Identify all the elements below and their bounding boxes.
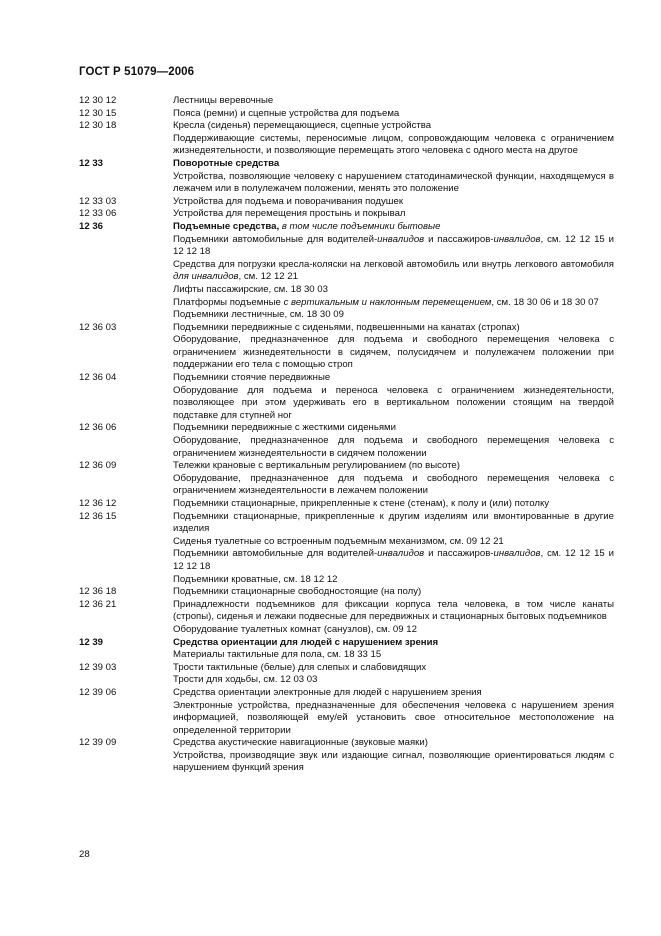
classification-code: 12 36 15 — [79, 510, 117, 522]
italic-text: инвалидов — [377, 548, 425, 560]
item-description — [173, 297, 614, 310]
item-description: Устройства для подъема и поворачивания подушек — [173, 195, 404, 207]
item-description: Подъемники стоячие передвижные — [173, 372, 331, 384]
table-row — [79, 750, 614, 775]
item-description: Подъемники стационарные, прикрепленные к другим изделиям или вмонтированные в другие изделия — [173, 510, 614, 535]
classification-code — [79, 574, 173, 587]
classification-code: 12 36 06 — [79, 422, 117, 434]
italic-text: для инвалидов — [173, 271, 239, 283]
text-fragment: Подъемные средства, — [173, 220, 282, 232]
table-row — [79, 108, 614, 121]
classification-code — [79, 548, 173, 573]
italic-text: инвалидов — [493, 548, 541, 560]
item-description: Тележки крановые с вертикальным регулированием (по высоте) — [173, 460, 460, 472]
text-fragment: , см. 18 30 06 и 18 30 07 — [491, 296, 599, 308]
table-row — [79, 511, 614, 536]
classification-code: 12 36 12 — [79, 498, 117, 509]
item-description: Подъемники кроватные, см. 18 12 12 — [173, 573, 338, 585]
item-description: Принадлежности подъемников для фиксации корпуса тела человека, в том числе канаты (стропы), сиденья и лежаки подвесные для передвижных и стационарных бытовых подъемников — [173, 598, 614, 623]
classification-code: 12 39 09 — [79, 737, 117, 749]
classification-code — [79, 171, 173, 196]
item-description: Подъемники стационарные, прикрепленные к стене (стенам), к полу и (или) потолку — [173, 498, 550, 509]
table-row — [79, 334, 614, 372]
item-description: Материалы тактильные для пола, см. 18 33 15 — [173, 649, 382, 661]
table-row — [79, 662, 614, 675]
table-row — [79, 297, 614, 310]
classification-code: 12 33 03 — [79, 195, 117, 207]
text-fragment: , см. 12 12 15 и 12 12 18 — [173, 548, 614, 572]
italic-text: инвалидов — [377, 233, 425, 245]
item-description: Оборудование туалетных комнат (санузлов), см. 09 12 — [173, 623, 417, 635]
table-row — [79, 649, 614, 662]
section-heading-row — [79, 637, 614, 650]
table-row — [79, 309, 614, 322]
table-row — [79, 536, 614, 549]
classification-code: 12 39 06 — [79, 686, 117, 698]
text-fragment: Подъемники автомобильные для водителей- — [173, 548, 378, 560]
text-fragment: и пассажиров- — [424, 233, 494, 245]
item-description: Лифты пассажирские, см. 18 30 03 — [173, 283, 328, 295]
table-row — [79, 259, 614, 284]
classification-code — [79, 435, 173, 460]
table-row — [79, 586, 614, 599]
document-header: ГОСТ Р 51079—2006 — [79, 66, 195, 78]
classification-code — [79, 297, 173, 310]
item-description: Устройства для перемещения простынь и покрывал — [173, 208, 406, 220]
item-description: Оборудование для подъема и переноса человека с ограничением жизнедеятельности, позволяющее при этом удерживать его в вертикальном положении стоящим на твердой подставке для ступней ног — [173, 384, 614, 421]
item-description: Трости тактильные (белые) для слепых и слабовидящих — [173, 661, 427, 673]
table-row — [79, 95, 614, 108]
classification-code: 12 36 03 — [79, 321, 117, 333]
table-row — [79, 133, 614, 158]
classification-code: 12 30 15 — [79, 107, 117, 119]
table-row — [79, 574, 614, 587]
item-description: Подъемники передвижные с сиденьями, подвешенными на канатах (стропах) — [173, 321, 520, 333]
classification-code: 12 36 21 — [79, 598, 117, 610]
page-number: 28 — [79, 849, 90, 860]
classification-code — [79, 133, 173, 158]
item-description: Сиденья туалетные со встроенным подъемным механизмом, см. 09 12 21 — [173, 535, 504, 547]
table-row — [79, 171, 614, 196]
classification-code: 12 36 04 — [79, 372, 117, 384]
classification-code — [79, 624, 173, 637]
table-row — [79, 737, 614, 750]
item-description — [173, 259, 614, 284]
classification-code — [79, 700, 173, 738]
classification-code — [79, 234, 173, 259]
classification-code — [79, 309, 173, 322]
classification-code — [79, 750, 173, 775]
item-description: Оборудование, предназначенное для подъема и свободного перемещения человека с ограничением жизнедеятельности в сидячем, полусидячем и полулежачем положении при поддержании его тела с помощью строп — [173, 334, 614, 371]
table-row — [79, 624, 614, 637]
classification-code — [79, 536, 173, 549]
italic-text: с вертикальным и наклонным перемещением — [283, 296, 492, 308]
table-row — [79, 548, 614, 573]
text-fragment: Платформы подъемные — [173, 296, 284, 308]
classification-code — [79, 284, 173, 297]
italic-text: в том числе подъемники бытовые — [281, 220, 441, 232]
classification-code — [79, 385, 173, 423]
item-description: Оборудование, предназначенное для подъема и свободного перемещения человека с ограничением жизнедеятельности в лежачем положении — [173, 472, 614, 497]
table-row — [79, 208, 614, 221]
table-row — [79, 284, 614, 297]
table-row — [79, 498, 614, 511]
classification-code: 12 36 — [79, 220, 104, 232]
item-description: Лестницы веревочные — [173, 95, 274, 106]
classification-code: 12 39 03 — [79, 661, 117, 673]
item-description: Электронные устройства, предназначенные для обеспечения человека с нарушением зрения информацией, позволяющей ему/ей установить свое относительное местоположение на определенной территории — [173, 699, 614, 736]
item-description: Средства акустические навигационные (звуковые маяки) — [173, 737, 428, 749]
table-row — [79, 234, 614, 259]
table-row — [79, 473, 614, 498]
item-description: Устройства, позволяющие человеку с нарушением статодинамической функции, находящемуся в лежачем или в полулежачем положении, менять это положение — [173, 170, 614, 195]
item-description: Оборудование, предназначенное для подъема и свободного перемещения человека с ограничением жизнедеятельности в сидячем положении — [173, 435, 614, 459]
item-description: Подъемники стационарные свободностоящие (на полу) — [173, 586, 422, 598]
classification-code: 12 39 — [79, 636, 104, 648]
table-row — [79, 435, 614, 460]
table-row — [79, 687, 614, 700]
item-description: Средства ориентации для людей с нарушением зрения — [173, 636, 439, 648]
item-description — [173, 234, 614, 259]
classification-code: 12 30 12 — [79, 95, 117, 106]
section-heading-row — [79, 221, 614, 234]
table-row — [79, 422, 614, 435]
classification-code — [79, 334, 173, 372]
classification-code — [79, 674, 173, 687]
text-fragment: и пассажиров- — [424, 548, 494, 560]
section-heading-row — [79, 158, 614, 171]
item-description: Поворотные средства — [173, 157, 280, 169]
item-description: Кресла (сиденья) перемещающиеся, сцепные устройства — [173, 120, 432, 132]
table-row — [79, 385, 614, 423]
text-fragment: Подъемники автомобильные для водителей- — [173, 233, 378, 245]
item-description — [173, 548, 614, 573]
table-row — [79, 120, 614, 133]
table-row — [79, 700, 614, 738]
table-row — [79, 322, 614, 335]
item-description: Подъемники лестничные, см. 18 30 09 — [173, 309, 344, 321]
classification-code: 12 33 — [79, 157, 104, 169]
table-row — [79, 196, 614, 209]
italic-text: инвалидов — [493, 233, 541, 245]
table-row — [79, 372, 614, 385]
item-description: Пояса (ремни) и сцепные устройства для подъема — [173, 107, 400, 119]
text-fragment: , см. 12 12 15 и 12 12 18 — [173, 233, 614, 258]
classification-code: 12 33 06 — [79, 208, 117, 220]
classification-code — [79, 473, 173, 498]
item-description — [173, 221, 614, 234]
table-row — [79, 460, 614, 473]
item-description: Устройства, производящие звук или издающие сигнал, позволяющие ориентироваться людям с нарушением функций зрения — [173, 749, 614, 774]
item-description: Средства ориентации электронные для людей с нарушением зрения — [173, 686, 482, 698]
classification-code: 12 36 18 — [79, 586, 117, 598]
classification-code — [79, 649, 173, 662]
classification-code: 12 30 18 — [79, 120, 117, 132]
item-description: Трости для ходьбы, см. 12 03 03 — [173, 674, 318, 686]
table-row — [79, 674, 614, 687]
item-description: Поддерживающие системы, переносимые лицом, сопровождающим человека с ограничением жизнедеятельности, и позволяющие перемещать этого человека с одного места на другое — [173, 132, 614, 157]
text-fragment: , см. 12 12 21 — [238, 271, 298, 283]
item-description: Подъемники передвижные с жесткими сиденьями — [173, 422, 396, 434]
classification-code — [79, 259, 173, 284]
classification-table — [79, 95, 614, 775]
text-fragment: Средства для погрузки кресла-коляски на легковой автомобиль или внутрь легкового автомобиля — [173, 258, 614, 270]
table-row — [79, 599, 614, 624]
classification-code: 12 36 09 — [79, 460, 117, 472]
